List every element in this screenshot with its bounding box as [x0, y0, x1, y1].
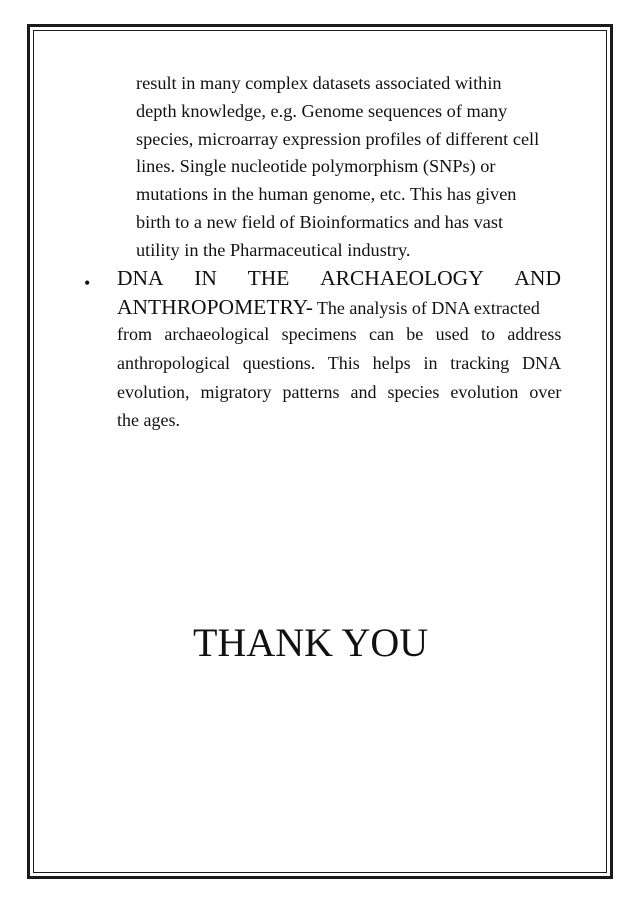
- body-line: anthropological questions. This helps in tracking DNA: [117, 352, 562, 373]
- paragraph-line: utility in the Pharmaceutical industry.: [136, 239, 411, 260]
- body-first-text: The analysis of DNA extracted: [316, 298, 540, 318]
- bullet-body: [117, 320, 561, 435]
- paragraph-line: mutations in the human genome, etc. This has given: [136, 184, 517, 205]
- paragraph-line: lines. Single nucleotide polymorphism (SNPs) or: [136, 156, 496, 177]
- continued-paragraph: [136, 70, 576, 265]
- body-line: evolution, migratory patterns and species evolution over: [117, 381, 562, 402]
- paragraph-line: species, microarray expression profiles of different cell: [136, 128, 540, 149]
- heading-word: DNA: [117, 266, 164, 290]
- paragraph-line: birth to a new field of Bioinformatics and has vast: [136, 211, 504, 232]
- heading-word: AND: [514, 266, 561, 290]
- paragraph-line: result in many complex datasets associated within: [136, 73, 502, 93]
- heading-word: ARCHAEOLOGY: [320, 266, 484, 290]
- bullet-marker: •: [84, 273, 91, 293]
- body-line: from archaeological specimens can be used to address: [117, 324, 562, 344]
- bullet-heading: [117, 264, 561, 292]
- heading-word: THE: [247, 266, 290, 290]
- paragraph-line: depth knowledge, e.g. Genome sequences of many: [136, 100, 508, 121]
- heading-continuation: ANTHROPOMETRY-: [117, 295, 313, 319]
- thank-you-heading: THANK YOU: [193, 620, 429, 665]
- heading-word: IN: [194, 266, 217, 290]
- body-line: the ages.: [117, 410, 180, 431]
